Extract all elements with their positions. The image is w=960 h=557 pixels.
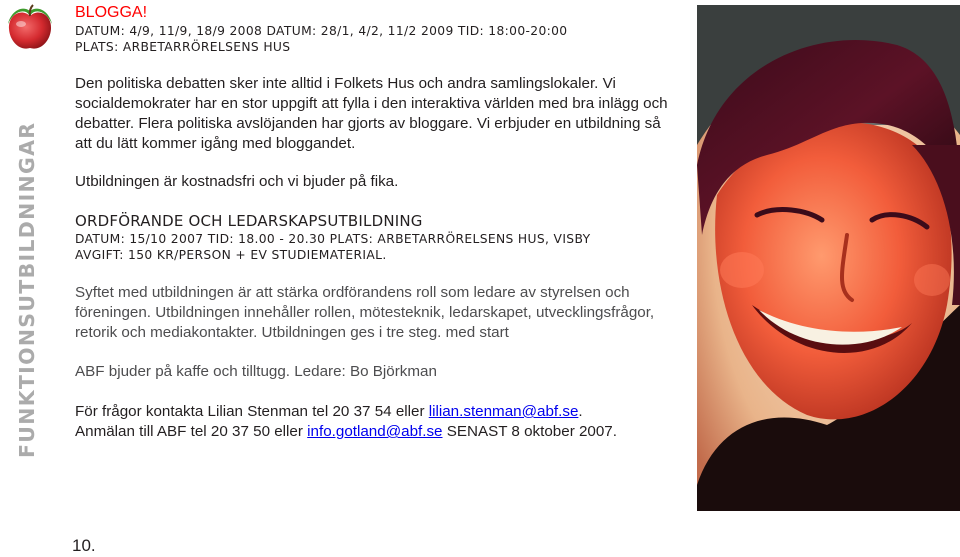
- contact-text-1: För frågor kontakta Lilian Stenman tel 20 37 54 eller: [75, 403, 429, 420]
- ordforande-meta-dates: DATUM: 15/10 2007 TID: 18.00 - 20.30 PLATS: ARBETARRÖRELSENS HUS, VISBY: [75, 232, 591, 246]
- apple-logo-icon: [4, 2, 56, 54]
- ordforande-paragraph-1: Syftet med utbildningen är att stärka ordförandens roll som ledare av styrelsen och föreningen. Utbildningen innehåller rollen, mötesteknik, ledarskapet, utvecklingsfrågor, retorik och mediakontakter. Utbildningen ges i tre steg. med start: [75, 284, 655, 341]
- blogga-meta-place: PLATS: ARBETARRÖRELSENS HUS: [75, 40, 291, 54]
- contact-paragraph: [75, 402, 685, 442]
- contact-text-3: Anmälan till ABF tel 20 37 50 eller: [75, 423, 308, 440]
- ordforande-paragraph-2: ABF bjuder på kaffe och tilltugg. Ledare: Bo Björkman: [75, 363, 437, 380]
- ordforande-meta: [75, 231, 590, 263]
- blogga-heading: BLOGGA!: [75, 4, 148, 21]
- blogga-meta-dates: DATUM: 4/9, 11/9, 18/9 2008 DATUM: 28/1, 4/2, 11/2 2009 TID: 18:00-20:00: [75, 24, 568, 38]
- page-number: 10.: [72, 536, 96, 555]
- ordforande-meta-fee: AVGIFT: 150 KR/PERSON + EV STUDIEMATERIAL.: [75, 248, 387, 262]
- blogga-meta: [75, 23, 567, 55]
- ordforande-heading: ORDFÖRANDE OCH LEDARSKAPSUTBILDNING: [75, 212, 423, 230]
- vertical-section-title: FUNKTIONSUTBILDNINGAR: [15, 121, 39, 458]
- blogga-paragraph-1: Den politiska debatten sker inte alltid i Folkets Hus och andra samlingslokaler. Vi socialdemokrater har en stor uppgift att fylla i den interaktiva världen med bra inlägg och debatter. Flera politiska avslöjanden har gjorts av bloggare. Vi erbjuder en utbildning så att du lätt kommer igång med bloggandet.: [75, 75, 668, 152]
- contact-text-4: SENAST 8 oktober 2007.: [442, 423, 617, 440]
- email-link-lilian[interactable]: lilian.stenman@abf.se: [428, 403, 579, 420]
- contact-text-2: .: [578, 403, 583, 420]
- blogga-paragraph-2: Utbildningen är kostnadsfri och vi bjuder på fika.: [75, 173, 399, 190]
- email-link-info[interactable]: info.gotland@abf.se: [307, 423, 443, 440]
- portrait-photo: [697, 5, 960, 511]
